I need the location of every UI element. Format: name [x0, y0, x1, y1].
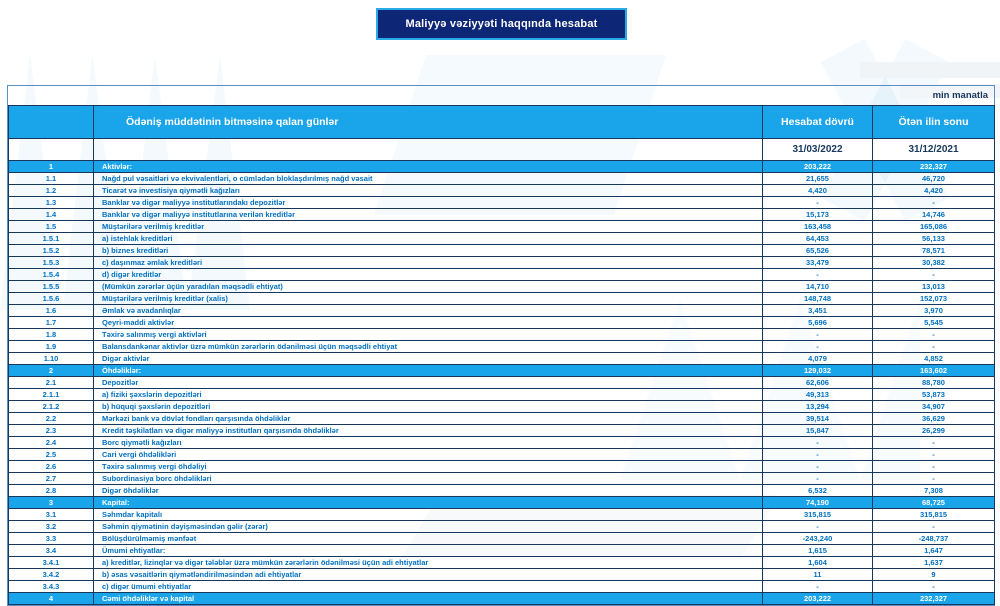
row-label-cell: Cəmi öhdəliklər və kapital — [94, 593, 763, 605]
table-row — [9, 557, 995, 569]
row-label-cell: Digər öhdəliklər — [94, 485, 763, 497]
row-label-cell: (Mümkün zərərlər üçün yaradılan məqsədli ehtiyat) — [94, 281, 763, 293]
row-number-cell: 3.2 — [9, 521, 94, 533]
row-previous-value-cell: 88,780 — [873, 377, 995, 389]
report-title: Maliyyə vəziyyəti haqqında hesabat — [405, 18, 598, 30]
row-label-cell: Banklar və digər maliyyə institutlarındakı depozitlər — [94, 197, 763, 209]
row-current-value-cell: 203,222 — [763, 161, 873, 173]
row-current-value-cell: - — [763, 341, 873, 353]
row-previous-value-cell: 30,382 — [873, 257, 995, 269]
row-previous-value-cell: 152,073 — [873, 293, 995, 305]
row-label-cell: a) istehlak kreditləri — [94, 233, 763, 245]
table-row — [9, 437, 995, 449]
table-row — [9, 425, 995, 437]
row-previous-value-cell: 5,545 — [873, 317, 995, 329]
row-number-cell: 4 — [9, 593, 94, 605]
table-row — [9, 389, 995, 401]
row-current-value-cell: - — [763, 461, 873, 473]
row-previous-value-cell: 14,746 — [873, 209, 995, 221]
row-current-value-cell: 148,748 — [763, 293, 873, 305]
unit-band — [8, 86, 994, 105]
report-table-container — [7, 85, 995, 606]
row-previous-value-cell: - — [873, 269, 995, 281]
row-previous-value-cell: 315,815 — [873, 509, 995, 521]
row-current-value-cell: - — [763, 449, 873, 461]
table-row — [9, 413, 995, 425]
table-row — [9, 365, 995, 377]
row-label-cell: Təxirə salınmış vergi öhdəliyi — [94, 461, 763, 473]
row-current-value-cell: 4,420 — [763, 185, 873, 197]
table-row — [9, 533, 995, 545]
row-number-cell: 2.3 — [9, 425, 94, 437]
row-previous-value-cell: 26,299 — [873, 425, 995, 437]
row-previous-value-cell: - — [873, 473, 995, 485]
row-number-cell: 1.5.6 — [9, 293, 94, 305]
row-label-cell: Əmlak və avadanlıqlar — [94, 305, 763, 317]
previous-period-date: 31/12/2021 — [873, 139, 995, 161]
row-number-cell: 2 — [9, 365, 94, 377]
row-label-cell: Balansdankənar aktivlər üzrə mümkün zərərlərin ödənilməsi üçün məqsədli ehtiyat — [94, 341, 763, 353]
table-row — [9, 161, 995, 173]
table-row — [9, 545, 995, 557]
row-previous-value-cell: - — [873, 329, 995, 341]
table-row — [9, 245, 995, 257]
table-row — [9, 473, 995, 485]
table-row — [9, 317, 995, 329]
row-current-value-cell: - — [763, 437, 873, 449]
row-number-cell: 3.4 — [9, 545, 94, 557]
row-current-value-cell: 203,222 — [763, 593, 873, 605]
table-header-row — [9, 106, 995, 139]
row-label-cell: d) digər kreditlər — [94, 269, 763, 281]
row-previous-value-cell: 46,720 — [873, 173, 995, 185]
row-previous-value-cell: 36,629 — [873, 413, 995, 425]
row-current-value-cell: 1,615 — [763, 545, 873, 557]
row-number-cell: 1.8 — [9, 329, 94, 341]
row-number-cell: 3.4.3 — [9, 581, 94, 593]
col-header-previous-period: Ötən ilin sonu — [873, 106, 995, 139]
row-current-value-cell: - — [763, 581, 873, 593]
table-row — [9, 521, 995, 533]
table-row — [9, 497, 995, 509]
row-previous-value-cell: 165,086 — [873, 221, 995, 233]
row-number-cell: 2.5 — [9, 449, 94, 461]
table-row — [9, 353, 995, 365]
row-previous-value-cell: 4,420 — [873, 185, 995, 197]
row-number-cell: 1.10 — [9, 353, 94, 365]
watermark-strip — [860, 62, 1000, 78]
table-row — [9, 173, 995, 185]
row-current-value-cell: 11 — [763, 569, 873, 581]
row-number-cell: 1.7 — [9, 317, 94, 329]
row-number-cell: 2.8 — [9, 485, 94, 497]
row-current-value-cell: 163,458 — [763, 221, 873, 233]
row-current-value-cell: - — [763, 269, 873, 281]
table-row — [9, 509, 995, 521]
table-body — [9, 161, 995, 605]
row-number-cell: 3.4.2 — [9, 569, 94, 581]
row-current-value-cell: 315,815 — [763, 509, 873, 521]
row-previous-value-cell: 163,602 — [873, 365, 995, 377]
col-header-number — [9, 106, 94, 139]
row-previous-value-cell: - — [873, 449, 995, 461]
row-label-cell: Cari vergi öhdəlikləri — [94, 449, 763, 461]
row-number-cell: 2.4 — [9, 437, 94, 449]
row-label-cell: b) hüquqi şəxslərin depozitləri — [94, 401, 763, 413]
row-label-cell: b) biznes kreditləri — [94, 245, 763, 257]
row-previous-value-cell: - — [873, 341, 995, 353]
row-label-cell: Aktivlər: — [94, 161, 763, 173]
row-label-cell: Bölüşdürülməmiş mənfəət — [94, 533, 763, 545]
row-number-cell: 2.1 — [9, 377, 94, 389]
row-current-value-cell: 14,710 — [763, 281, 873, 293]
table-row — [9, 461, 995, 473]
row-number-cell: 2.6 — [9, 461, 94, 473]
row-previous-value-cell: 1,637 — [873, 557, 995, 569]
row-current-value-cell: 15,173 — [763, 209, 873, 221]
table-row — [9, 377, 995, 389]
row-number-cell: 1.2 — [9, 185, 94, 197]
row-current-value-cell: 49,313 — [763, 389, 873, 401]
row-previous-value-cell: -248,737 — [873, 533, 995, 545]
col-header-current-period: Hesabat dövrü — [763, 106, 873, 139]
table-row — [9, 281, 995, 293]
row-current-value-cell: - — [763, 329, 873, 341]
row-number-cell: 1.5.4 — [9, 269, 94, 281]
row-previous-value-cell: 13,013 — [873, 281, 995, 293]
row-current-value-cell: 5,696 — [763, 317, 873, 329]
row-current-value-cell: -243,240 — [763, 533, 873, 545]
row-number-cell: 3.3 — [9, 533, 94, 545]
row-label-cell: Digər aktivlər — [94, 353, 763, 365]
row-label-cell: a) fiziki şəxslərin depozitləri — [94, 389, 763, 401]
row-number-cell: 2.2 — [9, 413, 94, 425]
row-label-cell: Depozitlər — [94, 377, 763, 389]
row-current-value-cell: 62,606 — [763, 377, 873, 389]
row-previous-value-cell: 53,873 — [873, 389, 995, 401]
row-current-value-cell: 13,294 — [763, 401, 873, 413]
row-label-cell: Banklar və digər maliyyə institutlarına verilən kreditlər — [94, 209, 763, 221]
row-label-cell: Öhdəliklər: — [94, 365, 763, 377]
row-current-value-cell: 65,526 — [763, 245, 873, 257]
row-current-value-cell: 21,655 — [763, 173, 873, 185]
row-current-value-cell: 129,032 — [763, 365, 873, 377]
row-number-cell: 1 — [9, 161, 94, 173]
row-label-cell: Kredit təşkilatları və digər maliyyə institutları qarşısında öhdəliklər — [94, 425, 763, 437]
row-previous-value-cell: 34,907 — [873, 401, 995, 413]
table-row — [9, 269, 995, 281]
row-label-cell: Təxirə salınmış vergi aktivləri — [94, 329, 763, 341]
table-row — [9, 401, 995, 413]
row-current-value-cell: 1,604 — [763, 557, 873, 569]
row-previous-value-cell: 68,725 — [873, 497, 995, 509]
row-number-cell: 3.4.1 — [9, 557, 94, 569]
row-number-cell: 1.5.5 — [9, 281, 94, 293]
row-label-cell: a) kreditlər, lizinqlər və digər tələblər üzrə mümkün zərərlərin ödənilməsi üçün adi ehtiyatlar — [94, 557, 763, 569]
row-previous-value-cell: 56,133 — [873, 233, 995, 245]
row-number-cell: 2.1.1 — [9, 389, 94, 401]
row-previous-value-cell: 7,308 — [873, 485, 995, 497]
row-previous-value-cell: 9 — [873, 569, 995, 581]
row-label-cell: Müştərilərə verilmiş kreditlər (xalis) — [94, 293, 763, 305]
row-label-cell: Mərkəzi bank və dövlət fondları qarşısında öhdəliklər — [94, 413, 763, 425]
row-number-cell: 1.5.1 — [9, 233, 94, 245]
table-row — [9, 221, 995, 233]
table-date-row — [9, 139, 995, 161]
row-label-cell: Səhmdar kapitalı — [94, 509, 763, 521]
row-number-cell: 1.5.3 — [9, 257, 94, 269]
row-previous-value-cell: 3,970 — [873, 305, 995, 317]
row-number-cell: 1.6 — [9, 305, 94, 317]
row-label-cell: c) daşınmaz əmlak kreditləri — [94, 257, 763, 269]
row-number-cell: 1.4 — [9, 209, 94, 221]
table-row — [9, 185, 995, 197]
row-previous-value-cell: 78,571 — [873, 245, 995, 257]
table-row — [9, 593, 995, 605]
row-number-cell: 1.9 — [9, 341, 94, 353]
table-row — [9, 305, 995, 317]
row-label-cell: Ümumi ehtiyatlar: — [94, 545, 763, 557]
report-title-box — [376, 8, 627, 40]
table-row — [9, 197, 995, 209]
col-header-description: Ödəniş müddətinin bitməsinə qalan günlər — [94, 106, 763, 139]
row-label-cell: Subordinasiya borc öhdəlikləri — [94, 473, 763, 485]
row-current-value-cell: 39,514 — [763, 413, 873, 425]
row-current-value-cell: - — [763, 521, 873, 533]
table-row — [9, 329, 995, 341]
row-label-cell: Səhmin qiymətinin dəyişməsindən gəlir (zərər) — [94, 521, 763, 533]
row-previous-value-cell: - — [873, 197, 995, 209]
table-row — [9, 581, 995, 593]
row-current-value-cell: 74,190 — [763, 497, 873, 509]
row-previous-value-cell: - — [873, 461, 995, 473]
date-row-empty-cell — [94, 139, 763, 161]
row-label-cell: b) əsas vəsaitlərin qiymətləndirilməsindən adi ehtiyatlar — [94, 569, 763, 581]
financial-position-table — [8, 105, 995, 605]
row-number-cell: 1.1 — [9, 173, 94, 185]
row-current-value-cell: - — [763, 473, 873, 485]
table-row — [9, 293, 995, 305]
row-label-cell: Borc qiymətli kağızları — [94, 437, 763, 449]
row-current-value-cell: 4,079 — [763, 353, 873, 365]
row-current-value-cell: 6,532 — [763, 485, 873, 497]
row-label-cell: Ticarət və investisiya qiymətli kağızları — [94, 185, 763, 197]
row-previous-value-cell: - — [873, 437, 995, 449]
table-row — [9, 257, 995, 269]
row-current-value-cell: 3,451 — [763, 305, 873, 317]
row-current-value-cell: 33,479 — [763, 257, 873, 269]
row-previous-value-cell: - — [873, 581, 995, 593]
row-previous-value-cell: 232,327 — [873, 161, 995, 173]
row-current-value-cell: 15,847 — [763, 425, 873, 437]
table-row — [9, 485, 995, 497]
row-number-cell: 2.1.2 — [9, 401, 94, 413]
row-number-cell: 1.5 — [9, 221, 94, 233]
date-row-empty-cell — [9, 139, 94, 161]
row-number-cell: 3.1 — [9, 509, 94, 521]
table-row — [9, 341, 995, 353]
row-number-cell: 1.3 — [9, 197, 94, 209]
table-row — [9, 569, 995, 581]
current-period-date: 31/03/2022 — [763, 139, 873, 161]
row-previous-value-cell: 4,852 — [873, 353, 995, 365]
row-number-cell: 3 — [9, 497, 94, 509]
row-current-value-cell: 64,453 — [763, 233, 873, 245]
row-current-value-cell: - — [763, 197, 873, 209]
row-label-cell: c) digər ümumi ehtiyatlar — [94, 581, 763, 593]
table-row — [9, 449, 995, 461]
row-previous-value-cell: - — [873, 521, 995, 533]
row-label-cell: Nağd pul vəsaitləri və ekvivalentləri, o cümlədən bloklaşdırılmış nağd vəsait — [94, 173, 763, 185]
row-number-cell: 2.7 — [9, 473, 94, 485]
row-previous-value-cell: 232,327 — [873, 593, 995, 605]
row-label-cell: Qeyri-maddi aktivlər — [94, 317, 763, 329]
unit-label: min manatla — [932, 90, 988, 101]
row-previous-value-cell: 1,647 — [873, 545, 995, 557]
table-row — [9, 233, 995, 245]
row-label-cell: Kapital: — [94, 497, 763, 509]
table-row — [9, 209, 995, 221]
row-label-cell: Müştərilərə verilmiş kreditlər — [94, 221, 763, 233]
row-number-cell: 1.5.2 — [9, 245, 94, 257]
